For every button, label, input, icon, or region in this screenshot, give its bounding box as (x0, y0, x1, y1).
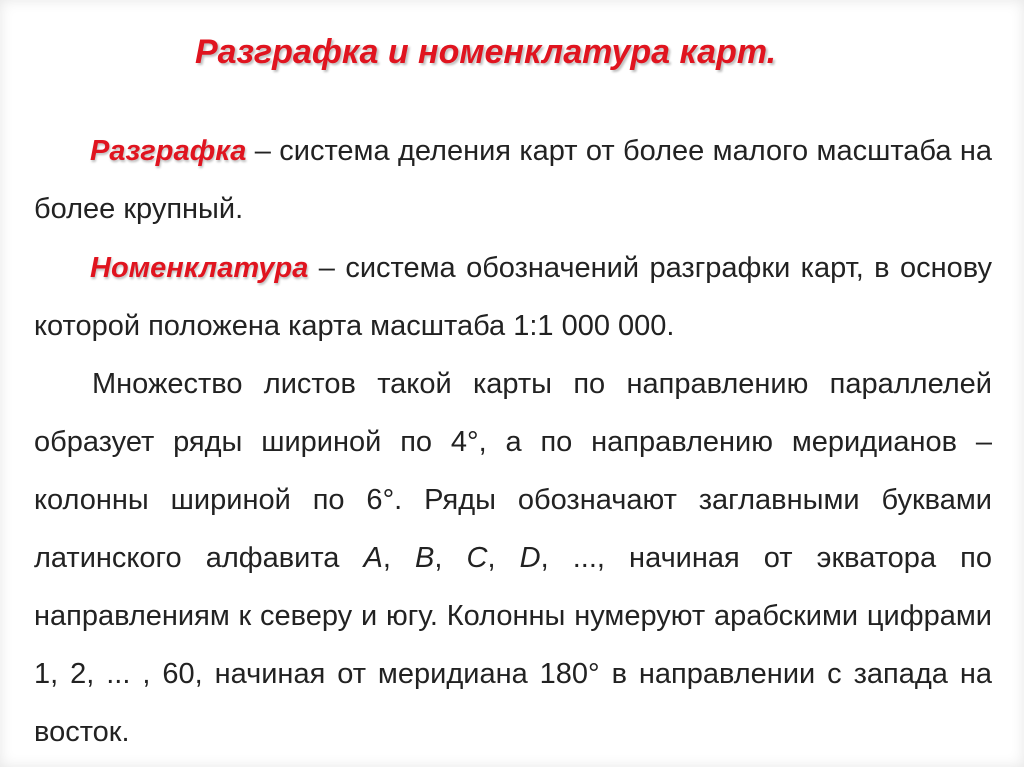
definition-nomenklatura-text: – система обозначений разграфки карт, в основу которой положена карта масштаба 1:1 000 000. (34, 252, 992, 342)
term-nomenklatura: Номенклатура (90, 252, 309, 284)
letter-b: B (415, 542, 435, 574)
body-paragraph (34, 355, 992, 761)
letter-d: D (519, 542, 541, 574)
separator: , (434, 542, 467, 574)
definition-nomenklatura (34, 239, 992, 355)
letter-a: A (363, 542, 383, 574)
separator: , (382, 542, 416, 574)
term-razgrafka: Разграфка (90, 135, 247, 167)
body-text-end: , ..., начиная от экватора по направлениям к северу и югу. Колонны нумеруют арабскими цифрами 1, 2, ... , 60, начиная от меридиана 180° в направлении с запада на восток. (34, 542, 992, 748)
body-text-start: Множество листов такой карты по направлению параллелей образует ряды шириной по 4°, а по направлению меридианов – колонны шириной по 6°. Ряды обозначают заглавными буквами латинского алфавита (34, 368, 992, 574)
slide-title: Разграфка и номенклатура карт. (195, 33, 777, 71)
separator: , (487, 542, 520, 574)
letter-c: C (466, 542, 488, 574)
definition-razgrafka (34, 122, 992, 238)
definition-razgrafka-text: – система деления карт от более малого масштаба на более крупный. (34, 135, 992, 225)
